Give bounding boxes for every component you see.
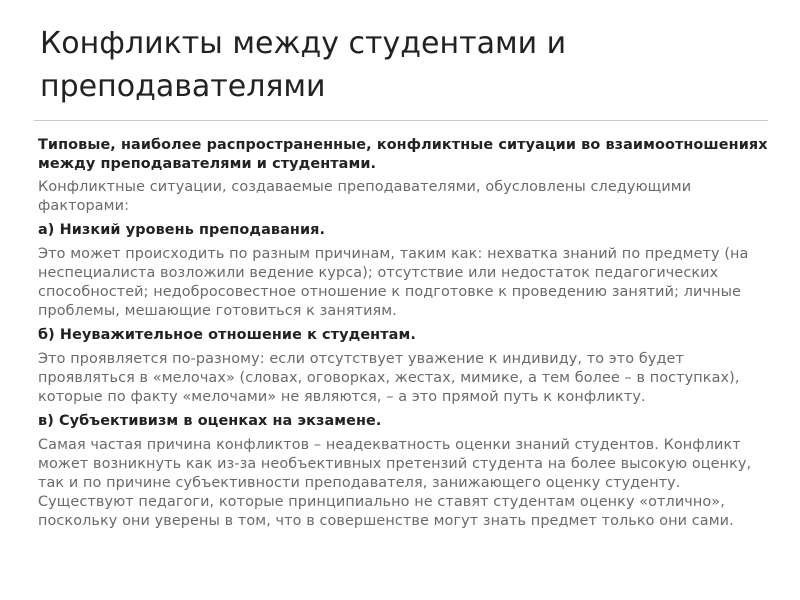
section-text-c: Самая частая причина конфликтов – неадекватность оценки знаний студентов. Конфликт может возникнуть как из-за необъективных претензий студента на более высокую оценку, так и по причине субъективности преподавателя, занижающего оценку студенту. Существуют педагоги, которые принципиально не ставят студентам оценку «отлично», поскольку они уверены в том, что в совершенстве могут знать предмет только они сами.	[38, 437, 752, 529]
section-text-b: Это проявляется по-разному: если отсутствует уважение к индивиду, то это будет проявляться в «мелочах» (словах, оговорках, жестах, мимике, а тем более – в поступках), которые по факту «мелочами» не являются, – а это прямой путь к конфликту.	[38, 351, 740, 405]
section-heading-c: в) Субъективизм в оценках на экзамене.	[38, 413, 382, 429]
section-text-a: Это может происходить по разным причинам, таким как: нехватка знаний по предмету (на неспециалиста возложили ведение курса); отсутствие или недостаток педагогических способностей; недобросовестное отношение к подготовке к проведению занятий; личные проблемы, мешающие готовиться к занятиям.	[38, 246, 749, 319]
intro-bold-text: Типовые, наиболее распространенные, конфликтные ситуации во взаимоотношениях между преподавателями и студентами.	[38, 137, 768, 172]
section-heading-a: а) Низкий уровень преподавания.	[38, 222, 326, 238]
title-divider	[34, 120, 768, 121]
intro-text: Конфликтные ситуации, создаваемые преподавателями, обусловлены следующими факторами:	[38, 179, 692, 214]
section-heading-b: б) Неуважительное отношение к студентам.	[38, 327, 416, 343]
slide-body	[38, 136, 778, 531]
slide-title: Конфликты между студентами и преподавателями	[40, 26, 567, 104]
